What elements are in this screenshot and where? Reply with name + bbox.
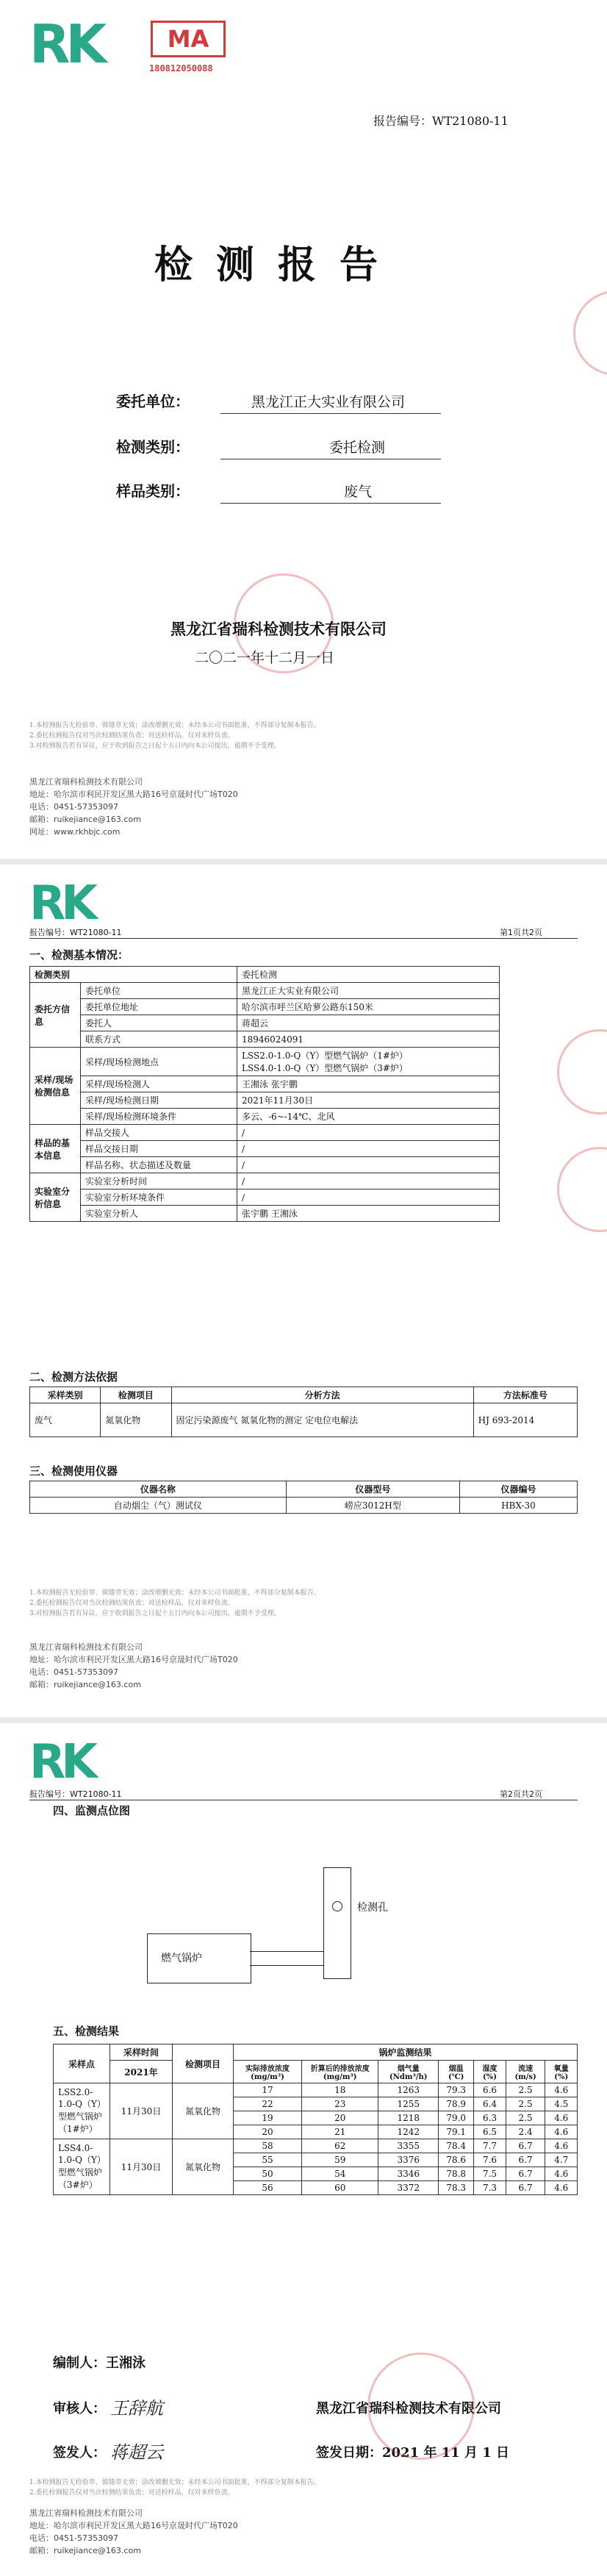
cell: 4.6 — [545, 2083, 578, 2097]
rk-logo — [29, 1735, 93, 1789]
cell: 11月30日 — [110, 2083, 173, 2139]
cell: / — [237, 1157, 500, 1173]
header-cell: 烟气量(Ndm³/h) — [378, 2061, 439, 2083]
stamp-edge — [573, 290, 607, 376]
cell: 6.4 — [474, 2097, 506, 2111]
cell: LSS4.0-1.0-Q（Y）型燃气锅炉（3#炉） — [54, 2139, 110, 2195]
cell: 2.5 — [506, 2083, 545, 2097]
hole-label: 检测孔 — [357, 1902, 388, 1914]
header-cell: 采样时间 — [110, 2044, 173, 2061]
header-cell: 仪器编号 — [459, 1481, 577, 1498]
header-cell: 流速(m/s) — [506, 2061, 545, 2083]
underline — [220, 413, 441, 414]
cell: 采样/现场检测地点 — [81, 1048, 237, 1076]
cma-number: 180812050088 — [149, 63, 213, 74]
cell: 黑龙江正大实业有限公司 — [237, 983, 500, 999]
cell: 3355 — [378, 2139, 439, 2153]
table-row — [30, 1498, 578, 1514]
group-cell: 实验室分析信息 — [30, 1173, 81, 1222]
cell: 78.3 — [439, 2181, 474, 2195]
page2-page-number: 第2页共2页 — [500, 1789, 542, 1799]
report-number: 报告编号：WT21080-11 — [373, 114, 509, 128]
cell: 哈尔滨市呼兰区哈萝公路东150米 — [237, 999, 500, 1015]
note-3: 3.对检测报告若有异议，应于收到报告之日起十五日内向本公司提出，逾期不予受理。 — [29, 743, 281, 750]
table-row — [30, 1048, 500, 1076]
contact-company: 黑龙江省瑞科检测技术有限公司 — [29, 2508, 143, 2518]
contact-company: 黑龙江省瑞科检测技术有限公司 — [29, 777, 143, 787]
contact-email: 邮箱：ruikejiance@163.com — [29, 815, 141, 824]
note-1: 1.本检测报告无检验章、骑缝章无效；涂改增删无效；未经本公司书面批准，不得部分复制本报告。 — [29, 2479, 320, 2486]
header-cell: 实际排放浓度(mg/m³) — [234, 2061, 302, 2083]
cell: 6.7 — [506, 2181, 545, 2195]
basic-info-table — [29, 966, 500, 1222]
sample-value: 废气 — [344, 484, 373, 500]
rk-logo-text: RK — [29, 876, 93, 931]
stamp-edge — [557, 1029, 607, 1115]
table-row — [30, 1092, 500, 1109]
cell: 4.6 — [545, 2125, 578, 2139]
cell: 78.6 — [439, 2153, 474, 2167]
sampling-hole-icon — [332, 1901, 342, 1911]
cell: HBX-30 — [459, 1498, 577, 1514]
location-2: LSS4.0-1.0-Q（Y）型燃气锅炉（3#炉） — [242, 1063, 408, 1073]
underline — [220, 503, 441, 504]
cell: 21 — [302, 2125, 378, 2139]
header-cell: 折算后的排放浓度(mg/m³) — [302, 2061, 378, 2083]
cell: 实验室分析时间 — [81, 1173, 237, 1189]
cell: 60 — [302, 2181, 378, 2195]
table-row — [30, 1206, 500, 1222]
header-cell: 采样类别 — [30, 1387, 101, 1403]
table-row — [30, 999, 500, 1015]
table-row — [30, 1076, 500, 1092]
group-cell: 采样/现场检测信息 — [30, 1048, 81, 1125]
footer-notes — [29, 1588, 581, 1619]
signer-label: 签发人： — [53, 2445, 106, 2461]
cell: 4.6 — [545, 2111, 578, 2125]
contact-address: 地址：哈尔滨市利民开发区黑大路16号京晟时代广场T020 — [29, 1655, 238, 1664]
section2-title: 二、检测方法依据 — [29, 1370, 118, 1384]
cma-text: MA — [167, 25, 209, 53]
cell: 19 — [234, 2111, 302, 2125]
boiler-label: 燃气锅炉 — [161, 1953, 202, 1964]
cell: 20 — [234, 2125, 302, 2139]
cell: 氮氧化物 — [101, 1403, 171, 1437]
header-cell: 烟温(℃) — [439, 2061, 474, 2083]
cell: 6.3 — [474, 2111, 506, 2125]
header-cell: 锅炉监测结果 — [234, 2044, 578, 2061]
cell: 2.4 — [506, 2125, 545, 2139]
contact-email: 邮箱：ruikejiance@163.com — [29, 1680, 141, 1689]
table-row — [30, 1481, 578, 1498]
cell: 氮氧化物 — [173, 2083, 234, 2139]
group-cell: 样品的基本信息 — [30, 1125, 81, 1173]
cell: 固定污染源废气 氮氧化物的测定 定电位电解法 — [171, 1403, 473, 1437]
cell: 1218 — [378, 2111, 439, 2125]
contact-address: 地址：哈尔滨市利民开发区黑大路16号京晟时代广场T020 — [29, 2521, 238, 2530]
section4-title: 四、监测点位图 — [53, 1804, 131, 1817]
cell: 实验室分析人 — [81, 1206, 237, 1222]
rk-logo-text: RK — [29, 1735, 93, 1789]
contact-address: 地址：哈尔滨市利民开发区黑大路16号京晟时代广场T020 — [29, 790, 238, 799]
cell: 78.8 — [439, 2167, 474, 2181]
client-value: 黑龙江正大实业有限公司 — [251, 394, 406, 410]
cell: 56 — [234, 2181, 302, 2195]
note-3: 3.对检测报告若有异议，应于收到报告之日起十五日内向本公司提出，逾期不予受理。 — [29, 1610, 281, 1617]
cell: / — [237, 1173, 500, 1189]
cell: 样品名称、状态描述及数量 — [81, 1157, 237, 1173]
table-row — [30, 1141, 500, 1157]
header-cell: 分析方法 — [171, 1387, 473, 1403]
cell: 11月30日 — [110, 2139, 173, 2195]
rk-logo — [29, 13, 102, 75]
cell: 委托人 — [81, 1015, 237, 1031]
category-value: 委托检测 — [329, 440, 386, 456]
page2-org: 黑龙江省瑞科检测技术有限公司 — [316, 2401, 501, 2416]
contact-phone: 电话：0451-57353097 — [29, 1667, 118, 1677]
cell: 6.6 — [474, 2083, 506, 2097]
editor: 编制人：王湘泳 — [53, 2355, 146, 2371]
cell: 多云、-6~-14℃、北风 — [237, 1109, 500, 1125]
cell: 6.7 — [506, 2139, 545, 2153]
cell: 55 — [234, 2153, 302, 2167]
header-cell: 检测项目 — [101, 1387, 171, 1403]
cell: 1242 — [378, 2125, 439, 2139]
cell: 样品交接日期 — [81, 1141, 237, 1157]
section5-title: 五、检测结果 — [53, 2025, 120, 2038]
cell: 委托检测 — [237, 967, 500, 983]
cell: 20 — [302, 2111, 378, 2125]
reviewer-signature: 王辞航 — [110, 2398, 163, 2419]
cell: 50 — [234, 2167, 302, 2181]
cell: 采样/现场检测环境条件 — [81, 1109, 237, 1125]
cell: 54 — [302, 2167, 378, 2181]
contact-company: 黑龙江省瑞科检测技术有限公司 — [29, 1642, 143, 1652]
rk-logo-text: RK — [29, 13, 103, 75]
cell: 79.3 — [439, 2083, 474, 2097]
cell: 2.5 — [506, 2111, 545, 2125]
header-cell: 仪器名称 — [30, 1481, 287, 1498]
official-seal — [367, 2353, 475, 2460]
cell: 委托单位地址 — [81, 999, 237, 1015]
table-row — [30, 1387, 578, 1403]
cell: 59 — [302, 2153, 378, 2167]
cell: 3372 — [378, 2181, 439, 2195]
section3-title: 三、检测使用仪器 — [29, 1464, 118, 1478]
cell: 6.7 — [506, 2153, 545, 2167]
cell: LSS2.0-1.0-Q（Y）型燃气锅炉（1#炉） — [54, 2083, 110, 2139]
cma-logo — [151, 21, 226, 57]
note-2: 2.委托检测报告仅对当次检测结果负责；对送检样品，仅对来样负责。 — [29, 2489, 234, 2497]
rk-logo — [29, 876, 93, 931]
note-1: 1.本检测报告无检验章、骑缝章无效；涂改增删无效；未经本公司书面批准，不得部分复制本报告。 — [29, 722, 320, 729]
cell: 蒋超云 — [237, 1015, 500, 1031]
cell: 6.5 — [474, 2125, 506, 2139]
cell: 张宇鹏 王湘泳 — [237, 1206, 500, 1222]
cell: 4.6 — [545, 2181, 578, 2195]
cell: 58 — [234, 2139, 302, 2153]
cell: 2021年11月30日 — [237, 1092, 500, 1109]
cell: 18 — [302, 2083, 378, 2097]
footer-notes — [29, 2477, 581, 2498]
section1-title: 一、检测基本情况： — [29, 948, 129, 962]
header-cell: 湿度(%) — [474, 2061, 506, 2083]
cell: 4.7 — [545, 2153, 578, 2167]
cell: 7.5 — [474, 2167, 506, 2181]
cell: 废气 — [30, 1403, 101, 1437]
cell: 1255 — [378, 2097, 439, 2111]
header-cell: 采样点 — [54, 2044, 110, 2083]
cell: 崂应3012H型 — [286, 1498, 459, 1514]
sign-date: 签发日期：2021 年 11 月 1 日 — [316, 2445, 510, 2461]
contact-phone: 电话：0451-57353097 — [29, 2533, 118, 2543]
cell: 6.7 — [506, 2167, 545, 2181]
cell: 自动烟尘（气）测试仪 — [30, 1498, 287, 1514]
footer-contact — [29, 1641, 238, 1691]
header-cell: 方法标准号 — [473, 1387, 577, 1403]
cell — [237, 1048, 500, 1076]
cell: 委托单位 — [81, 983, 237, 999]
page1-page-number: 第1页共2页 — [500, 928, 542, 937]
cell: 7.6 — [474, 2153, 506, 2167]
cell: 联系方式 — [81, 1031, 237, 1048]
table-row — [54, 2083, 578, 2097]
cell: / — [237, 1141, 500, 1157]
table-row — [30, 1403, 578, 1437]
cell: 78.4 — [439, 2139, 474, 2153]
cell: 79.1 — [439, 2125, 474, 2139]
table-row — [30, 1189, 500, 1206]
table-row — [30, 1015, 500, 1031]
contact-website: 网址：www.rkhbjc.com — [29, 827, 121, 837]
page1-report-number: 报告编号：WT21080-11 — [29, 928, 122, 937]
cover-date: 二〇二一年十二月一日 — [195, 650, 335, 666]
contact-email: 邮箱：ruikejiance@163.com — [29, 2546, 141, 2555]
cell: 23 — [302, 2097, 378, 2111]
table-row — [30, 1125, 500, 1141]
cell: / — [237, 1125, 500, 1141]
footer-contact — [29, 2507, 238, 2557]
table-row — [30, 1109, 500, 1125]
cell: 3346 — [378, 2167, 439, 2181]
sample-label: 样品类别： — [116, 482, 190, 500]
group-cell: 委托方信息 — [30, 983, 81, 1048]
method-table — [29, 1387, 578, 1437]
cell: 实验室分析环境条件 — [81, 1189, 237, 1206]
cell: 采样/现场检测日期 — [81, 1092, 237, 1109]
reviewer-label: 审核人： — [53, 2401, 106, 2416]
cell: 2.5 — [506, 2097, 545, 2111]
header-cell: 仪器型号 — [286, 1481, 459, 1498]
boiler-box — [147, 1933, 251, 1983]
header-rule — [29, 938, 578, 939]
cell: 7.7 — [474, 2139, 506, 2153]
results-table — [53, 2044, 578, 2195]
cell: 王湘泳 张宇鹏 — [237, 1076, 500, 1092]
chimney — [323, 1867, 351, 1979]
cell: 3376 — [378, 2153, 439, 2167]
header-cell: 氧量(%) — [545, 2061, 578, 2083]
cell: 采样/现场检测人 — [81, 1076, 237, 1092]
cell: 7.3 — [474, 2181, 506, 2195]
table-row — [30, 967, 500, 983]
report-title: 检测报告 — [154, 243, 402, 287]
page-separator — [0, 859, 607, 865]
stamp-edge — [557, 1147, 607, 1232]
table-row — [30, 983, 500, 999]
cell: 氮氧化物 — [173, 2139, 234, 2195]
cell: HJ 693-2014 — [473, 1403, 577, 1437]
cell: 4.6 — [545, 2167, 578, 2181]
cell: 18946024091 — [237, 1031, 500, 1048]
signer-signature: 蒋超云 — [110, 2442, 163, 2463]
location-1: LSS2.0-1.0-Q（Y）型燃气锅炉（1#炉） — [242, 1051, 408, 1061]
table-row — [30, 1173, 500, 1189]
note-2: 2.委托检测报告仅对当次检测结果负责；对送检样品，仅对来样负责。 — [29, 732, 234, 740]
note-1: 1.本检测报告无检验章、骑缝章无效；涂改增删无效；未经本公司书面批准，不得部分复制本报告。 — [29, 1589, 320, 1597]
contact-phone: 电话：0451-57353097 — [29, 802, 118, 812]
category-label: 检测类别： — [116, 438, 190, 456]
table-row — [30, 1031, 500, 1048]
cell: 4.5 — [545, 2097, 578, 2111]
client-label: 委托单位： — [116, 393, 190, 410]
flue-duct — [250, 1951, 323, 1966]
page-separator — [0, 1717, 607, 1723]
cell: 78.9 — [439, 2097, 474, 2111]
cell: 4.6 — [545, 2139, 578, 2153]
cell: 检测类别 — [30, 967, 237, 983]
note-2: 2.委托检测报告仅对当次检测结果负责；对送检样品，仅对来样负责。 — [29, 1600, 234, 1607]
cell: 22 — [234, 2097, 302, 2111]
footer-notes — [29, 720, 581, 751]
table-row — [54, 2139, 578, 2153]
header-cell: 检测项目 — [173, 2044, 234, 2083]
cell: 样品交接人 — [81, 1125, 237, 1141]
table-row — [30, 1157, 500, 1173]
instrument-table — [29, 1481, 578, 1514]
cell: 79.0 — [439, 2111, 474, 2125]
cell: / — [237, 1189, 500, 1206]
table-row — [54, 2044, 578, 2061]
header-cell: 2021年 — [110, 2061, 173, 2083]
footer-contact — [29, 776, 238, 838]
cell: 17 — [234, 2083, 302, 2097]
cell: 62 — [302, 2139, 378, 2153]
cell: 1263 — [378, 2083, 439, 2097]
page2-report-number: 报告编号：WT21080-11 — [29, 1789, 122, 1799]
cover-org: 黑龙江省瑞科检测技术有限公司 — [170, 620, 387, 638]
